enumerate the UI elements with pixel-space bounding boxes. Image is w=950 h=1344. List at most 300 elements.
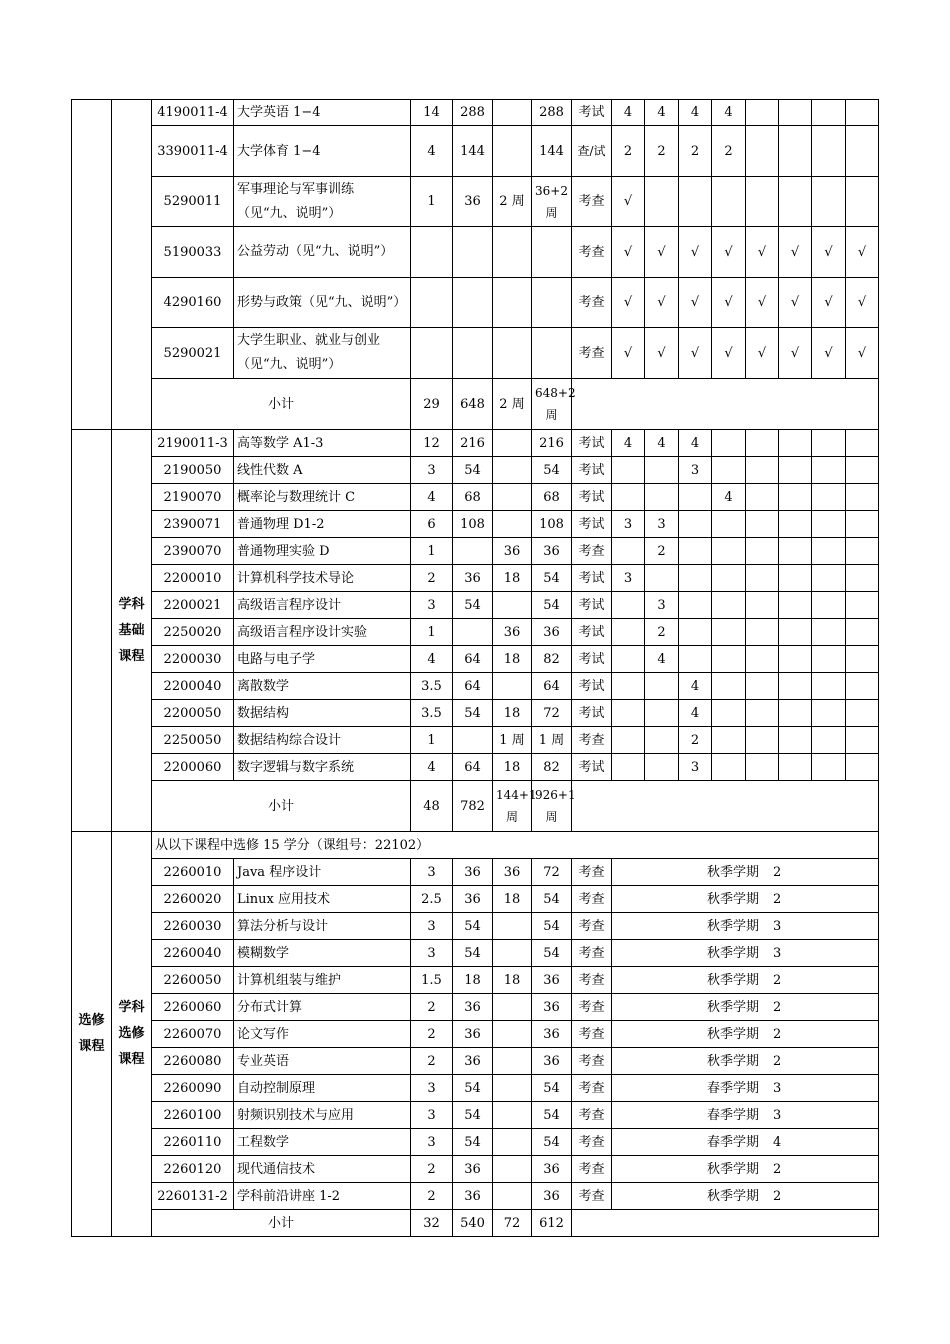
semester-hours bbox=[846, 100, 879, 126]
hours: 54 bbox=[453, 457, 493, 484]
foundation-label bbox=[112, 430, 152, 832]
total-hours: 54 bbox=[532, 913, 572, 940]
semester-season: 春季学期 bbox=[707, 1107, 760, 1123]
hours: 36 bbox=[453, 1156, 493, 1183]
subtotal-hours: 782 bbox=[453, 781, 493, 832]
assessment: 考试 bbox=[572, 100, 612, 126]
hours: 36 bbox=[453, 565, 493, 592]
semester-hours bbox=[612, 484, 645, 511]
semester-hours: √ bbox=[812, 328, 846, 379]
practice-hours: 1 周 bbox=[493, 727, 532, 754]
total-hours: 82 bbox=[532, 754, 572, 781]
semester-hours: 4 bbox=[679, 430, 712, 457]
semester-hours bbox=[746, 565, 779, 592]
semester-hours bbox=[612, 673, 645, 700]
assessment: 考试 bbox=[572, 430, 612, 457]
semester-hours bbox=[612, 646, 645, 673]
total-hours: 36 bbox=[532, 1156, 572, 1183]
total-hours: 82 bbox=[532, 646, 572, 673]
table-row bbox=[72, 592, 879, 619]
semester-hours bbox=[812, 126, 846, 177]
table-row bbox=[72, 940, 879, 967]
course-name: 大学英语 1−4 bbox=[234, 100, 411, 126]
semester-hours bbox=[612, 592, 645, 619]
semester-info bbox=[612, 1129, 879, 1156]
course-name: 概率论与数理统计 C bbox=[234, 484, 411, 511]
course-code: 2260090 bbox=[152, 1075, 234, 1102]
semester-hours bbox=[846, 619, 879, 646]
semester-season: 秋季学期 bbox=[707, 918, 760, 934]
course-code: 2190050 bbox=[152, 457, 234, 484]
assessment: 考试 bbox=[572, 484, 612, 511]
semester-hours bbox=[812, 646, 846, 673]
course-name: 公益劳动（见“九、说明”） bbox=[234, 227, 411, 278]
total-hours: 72 bbox=[532, 700, 572, 727]
semester-hours: √ bbox=[679, 227, 712, 278]
total-hours: 54 bbox=[532, 565, 572, 592]
assessment: 考查 bbox=[572, 940, 612, 967]
table-row bbox=[72, 727, 879, 754]
semester-hours bbox=[679, 511, 712, 538]
hours: 54 bbox=[453, 592, 493, 619]
assessment: 考试 bbox=[572, 511, 612, 538]
course-name: Linux 应用技术 bbox=[234, 886, 411, 913]
course-code: 2390070 bbox=[152, 538, 234, 565]
credits: 12 bbox=[411, 430, 453, 457]
semester-hours bbox=[812, 619, 846, 646]
table-row bbox=[72, 1021, 879, 1048]
semester-hours bbox=[712, 619, 746, 646]
practice-hours bbox=[493, 126, 532, 177]
practice-hours: 18 bbox=[493, 646, 532, 673]
course-name: 分布式计算 bbox=[234, 994, 411, 1021]
semester-hours bbox=[846, 727, 879, 754]
practice-hours bbox=[493, 673, 532, 700]
practice-hours bbox=[493, 430, 532, 457]
semester-hours bbox=[779, 754, 812, 781]
subcategory-cell bbox=[112, 100, 152, 430]
semester-hours bbox=[746, 700, 779, 727]
assessment: 考试 bbox=[572, 673, 612, 700]
semester-hours: 4 bbox=[612, 430, 645, 457]
hours bbox=[453, 619, 493, 646]
practice-hours bbox=[493, 1129, 532, 1156]
table-row bbox=[72, 511, 879, 538]
semester-hours bbox=[779, 511, 812, 538]
semester-season: 秋季学期 bbox=[707, 864, 760, 880]
assessment: 考查 bbox=[572, 1183, 612, 1210]
table-row bbox=[72, 100, 879, 126]
subtotal-row bbox=[72, 1210, 879, 1237]
semester-hours: 4 bbox=[645, 100, 679, 126]
semester-hours bbox=[612, 754, 645, 781]
course-code: 2260030 bbox=[152, 913, 234, 940]
course-code: 2260131-2 bbox=[152, 1183, 234, 1210]
total-hours: 36 bbox=[532, 1183, 572, 1210]
semester-season: 春季学期 bbox=[707, 1134, 760, 1150]
weekly-hours: 2 bbox=[773, 1026, 782, 1042]
total-hours: 36 bbox=[532, 538, 572, 565]
semester-hours bbox=[746, 673, 779, 700]
semester-info bbox=[612, 913, 879, 940]
practice-hours bbox=[493, 1156, 532, 1183]
credits: 1 bbox=[411, 177, 453, 227]
assessment: 考查 bbox=[572, 913, 612, 940]
total-hours: 64 bbox=[532, 673, 572, 700]
semester-hours bbox=[712, 592, 746, 619]
credits: 3 bbox=[411, 592, 453, 619]
credits: 2 bbox=[411, 1048, 453, 1075]
hours bbox=[453, 727, 493, 754]
weekly-hours: 3 bbox=[773, 945, 782, 961]
semester-hours: 4 bbox=[679, 100, 712, 126]
semester-hours bbox=[679, 646, 712, 673]
semester-hours bbox=[812, 700, 846, 727]
hours: 54 bbox=[453, 913, 493, 940]
semester-hours: √ bbox=[645, 328, 679, 379]
semester-info bbox=[612, 1075, 879, 1102]
credits: 1 bbox=[411, 538, 453, 565]
credits: 1 bbox=[411, 619, 453, 646]
assessment: 考试 bbox=[572, 646, 612, 673]
assessment: 考查 bbox=[572, 967, 612, 994]
semester-hours bbox=[645, 457, 679, 484]
subtotal-credits: 48 bbox=[411, 781, 453, 832]
course-code: 4190011-4 bbox=[152, 100, 234, 126]
semester-hours bbox=[645, 484, 679, 511]
label-line: 学科 bbox=[118, 596, 145, 612]
course-code: 2200021 bbox=[152, 592, 234, 619]
semester-hours: 4 bbox=[645, 646, 679, 673]
assessment: 考试 bbox=[572, 700, 612, 727]
assessment: 考试 bbox=[572, 592, 612, 619]
course-name: 高级语言程序设计 bbox=[234, 592, 411, 619]
semester-hours: √ bbox=[712, 328, 746, 379]
credits: 2 bbox=[411, 1183, 453, 1210]
semester-hours bbox=[712, 430, 746, 457]
semester-hours bbox=[812, 177, 846, 227]
total-hours: 1 周 bbox=[532, 727, 572, 754]
label-line: 基础 bbox=[118, 622, 145, 638]
semester-hours bbox=[612, 700, 645, 727]
total-hours: 54 bbox=[532, 1102, 572, 1129]
semester-hours bbox=[779, 565, 812, 592]
credits: 3 bbox=[411, 1129, 453, 1156]
semester-hours: √ bbox=[746, 278, 779, 328]
hours: 36 bbox=[453, 886, 493, 913]
semester-hours bbox=[712, 511, 746, 538]
total-hours: 288 bbox=[532, 100, 572, 126]
semester-hours bbox=[746, 430, 779, 457]
semester-hours bbox=[746, 457, 779, 484]
semester-info bbox=[612, 859, 879, 886]
assessment: 考查 bbox=[572, 1021, 612, 1048]
course-name: 大学生职业、就业与创业（见“九、说明”） bbox=[234, 328, 411, 379]
practice-hours bbox=[493, 511, 532, 538]
blank-cell bbox=[572, 379, 879, 430]
semester-hours: √ bbox=[712, 227, 746, 278]
total-hours: 72 bbox=[532, 859, 572, 886]
subtotal-total: 926+1 周 bbox=[532, 781, 572, 832]
course-name: 专业英语 bbox=[234, 1048, 411, 1075]
semester-hours bbox=[846, 126, 879, 177]
table-row bbox=[72, 1102, 879, 1129]
credits: 3 bbox=[411, 1102, 453, 1129]
semester-hours bbox=[679, 619, 712, 646]
semester-hours bbox=[645, 727, 679, 754]
semester-hours: √ bbox=[779, 278, 812, 328]
assessment: 考试 bbox=[572, 457, 612, 484]
course-code: 2190011-3 bbox=[152, 430, 234, 457]
table-row bbox=[72, 886, 879, 913]
semester-hours bbox=[746, 592, 779, 619]
hours: 64 bbox=[453, 754, 493, 781]
semester-hours: √ bbox=[846, 328, 879, 379]
assessment: 考查 bbox=[572, 886, 612, 913]
semester-hours: 2 bbox=[679, 126, 712, 177]
semester-hours: √ bbox=[779, 328, 812, 379]
semester-hours: √ bbox=[612, 227, 645, 278]
table-row bbox=[72, 619, 879, 646]
practice-hours bbox=[493, 940, 532, 967]
semester-hours bbox=[712, 754, 746, 781]
semester-hours: √ bbox=[812, 227, 846, 278]
practice-hours bbox=[493, 1183, 532, 1210]
course-code: 5290011 bbox=[152, 177, 234, 227]
total-hours: 36 bbox=[532, 994, 572, 1021]
subtotal-practice: 72 bbox=[493, 1210, 532, 1237]
table-row bbox=[72, 457, 879, 484]
table-row bbox=[72, 328, 879, 379]
course-code: 2260120 bbox=[152, 1156, 234, 1183]
semester-hours bbox=[746, 538, 779, 565]
semester-hours bbox=[779, 457, 812, 484]
semester-hours bbox=[679, 565, 712, 592]
semester-hours bbox=[645, 700, 679, 727]
label-line: 课程 bbox=[78, 1039, 105, 1054]
semester-hours bbox=[645, 673, 679, 700]
course-name: 大学体育 1−4 bbox=[234, 126, 411, 177]
course-code: 2200060 bbox=[152, 754, 234, 781]
semester-hours bbox=[779, 727, 812, 754]
practice-hours bbox=[493, 1048, 532, 1075]
course-code: 2260060 bbox=[152, 994, 234, 1021]
table-row bbox=[72, 538, 879, 565]
practice-hours: 18 bbox=[493, 967, 532, 994]
semester-hours bbox=[779, 484, 812, 511]
subtotal-label: 小计 bbox=[152, 379, 411, 430]
course-code: 2260110 bbox=[152, 1129, 234, 1156]
semester-hours bbox=[812, 484, 846, 511]
semester-hours: 4 bbox=[679, 700, 712, 727]
hours: 36 bbox=[453, 177, 493, 227]
table-row bbox=[72, 700, 879, 727]
semester-hours bbox=[679, 592, 712, 619]
semester-hours bbox=[812, 565, 846, 592]
hours: 68 bbox=[453, 484, 493, 511]
assessment: 考查 bbox=[572, 1102, 612, 1129]
practice-hours: 36 bbox=[493, 538, 532, 565]
semester-hours bbox=[712, 565, 746, 592]
practice-hours bbox=[493, 100, 532, 126]
course-code: 5190033 bbox=[152, 227, 234, 278]
assessment: 考试 bbox=[572, 619, 612, 646]
semester-season: 秋季学期 bbox=[707, 1053, 760, 1069]
course-name: 线性代数 A bbox=[234, 457, 411, 484]
semester-hours: 3 bbox=[645, 511, 679, 538]
hours: 54 bbox=[453, 1102, 493, 1129]
assessment: 考试 bbox=[572, 754, 612, 781]
semester-info bbox=[612, 940, 879, 967]
semester-hours bbox=[746, 100, 779, 126]
table-row bbox=[72, 1075, 879, 1102]
semester-hours bbox=[612, 457, 645, 484]
course-code: 2200030 bbox=[152, 646, 234, 673]
elective-label bbox=[112, 832, 152, 1237]
semester-hours bbox=[712, 457, 746, 484]
label-line: 学科 bbox=[118, 1000, 145, 1015]
credits: 3.5 bbox=[411, 673, 453, 700]
subtotal-row bbox=[72, 781, 879, 832]
semester-info bbox=[612, 1021, 879, 1048]
semester-season: 秋季学期 bbox=[707, 1188, 760, 1204]
course-code: 2260010 bbox=[152, 859, 234, 886]
course-code: 2260070 bbox=[152, 1021, 234, 1048]
practice-hours bbox=[493, 1021, 532, 1048]
subtotal-credits: 32 bbox=[411, 1210, 453, 1237]
practice-hours bbox=[493, 278, 532, 328]
practice-hours: 36 bbox=[493, 619, 532, 646]
hours: 36 bbox=[453, 1021, 493, 1048]
semester-hours bbox=[779, 430, 812, 457]
total-hours: 36 bbox=[532, 967, 572, 994]
semester-hours bbox=[712, 727, 746, 754]
semester-hours bbox=[846, 754, 879, 781]
total-hours: 54 bbox=[532, 1129, 572, 1156]
weekly-hours: 2 bbox=[773, 891, 782, 907]
subtotal-practice: 144+1 周 bbox=[493, 781, 532, 832]
course-name: 数字逻辑与数字系统 bbox=[234, 754, 411, 781]
table-row bbox=[72, 177, 879, 227]
hours: 108 bbox=[453, 511, 493, 538]
semester-hours bbox=[846, 430, 879, 457]
total-hours: 144 bbox=[532, 126, 572, 177]
table-row bbox=[72, 484, 879, 511]
semester-hours: √ bbox=[746, 227, 779, 278]
semester-info bbox=[612, 1183, 879, 1210]
course-code: 2200050 bbox=[152, 700, 234, 727]
course-code: 3390011-4 bbox=[152, 126, 234, 177]
semester-hours bbox=[645, 565, 679, 592]
weekly-hours: 2 bbox=[773, 972, 782, 988]
semester-hours bbox=[846, 700, 879, 727]
semester-hours: 3 bbox=[679, 457, 712, 484]
table-row bbox=[72, 278, 879, 328]
course-name: 电路与电子学 bbox=[234, 646, 411, 673]
semester-season: 秋季学期 bbox=[707, 999, 760, 1015]
label-line: 课程 bbox=[118, 1052, 145, 1067]
table-row bbox=[72, 859, 879, 886]
hours: 36 bbox=[453, 994, 493, 1021]
assessment: 考查 bbox=[572, 1048, 612, 1075]
semester-hours bbox=[679, 177, 712, 227]
assessment: 考查 bbox=[572, 177, 612, 227]
semester-hours: 3 bbox=[645, 592, 679, 619]
semester-hours bbox=[812, 592, 846, 619]
semester-hours bbox=[746, 484, 779, 511]
semester-hours: √ bbox=[812, 278, 846, 328]
total-hours bbox=[532, 278, 572, 328]
credits: 4 bbox=[411, 126, 453, 177]
semester-hours bbox=[679, 484, 712, 511]
semester-hours: √ bbox=[612, 177, 645, 227]
label-line: 选修 bbox=[78, 1013, 105, 1028]
course-plan-table bbox=[71, 99, 879, 1237]
semester-hours: 3 bbox=[679, 754, 712, 781]
semester-hours bbox=[846, 673, 879, 700]
assessment: 考查 bbox=[572, 859, 612, 886]
weekly-hours: 2 bbox=[773, 1161, 782, 1177]
course-code: 2200040 bbox=[152, 673, 234, 700]
hours bbox=[453, 538, 493, 565]
table-row bbox=[72, 565, 879, 592]
semester-hours: 3 bbox=[612, 565, 645, 592]
course-code: 2260080 bbox=[152, 1048, 234, 1075]
label-line: 选修 bbox=[118, 1026, 145, 1041]
credits: 3 bbox=[411, 859, 453, 886]
semester-hours bbox=[846, 511, 879, 538]
course-name: 普通物理实验 D bbox=[234, 538, 411, 565]
semester-hours: √ bbox=[846, 278, 879, 328]
hours: 54 bbox=[453, 1075, 493, 1102]
practice-hours: 36 bbox=[493, 859, 532, 886]
subtotal-practice: 2 周 bbox=[493, 379, 532, 430]
semester-hours bbox=[746, 646, 779, 673]
credits: 6 bbox=[411, 511, 453, 538]
total-hours: 216 bbox=[532, 430, 572, 457]
table-row bbox=[72, 646, 879, 673]
total-hours: 68 bbox=[532, 484, 572, 511]
subtotal-credits: 29 bbox=[411, 379, 453, 430]
course-code: 4290160 bbox=[152, 278, 234, 328]
table-row bbox=[72, 126, 879, 177]
course-name: 数据结构综合设计 bbox=[234, 727, 411, 754]
course-name: 形势与政策（见“九、说明”） bbox=[234, 278, 411, 328]
semester-hours bbox=[846, 592, 879, 619]
total-hours: 36 bbox=[532, 619, 572, 646]
practice-hours: 18 bbox=[493, 754, 532, 781]
hours bbox=[453, 328, 493, 379]
course-code: 2260100 bbox=[152, 1102, 234, 1129]
assessment: 考查 bbox=[572, 1156, 612, 1183]
course-name: 高级语言程序设计实验 bbox=[234, 619, 411, 646]
semester-hours bbox=[645, 754, 679, 781]
assessment: 考查 bbox=[572, 227, 612, 278]
table-row bbox=[72, 673, 879, 700]
weekly-hours: 4 bbox=[773, 1134, 782, 1150]
semester-hours bbox=[779, 673, 812, 700]
semester-hours: √ bbox=[645, 278, 679, 328]
course-name: 射频识别技术与应用 bbox=[234, 1102, 411, 1129]
semester-season: 秋季学期 bbox=[707, 1026, 760, 1042]
total-hours: 54 bbox=[532, 886, 572, 913]
semester-hours bbox=[812, 430, 846, 457]
semester-hours: 2 bbox=[612, 126, 645, 177]
semester-hours: 4 bbox=[612, 100, 645, 126]
hours: 18 bbox=[453, 967, 493, 994]
course-name: 论文写作 bbox=[234, 1021, 411, 1048]
hours bbox=[453, 278, 493, 328]
